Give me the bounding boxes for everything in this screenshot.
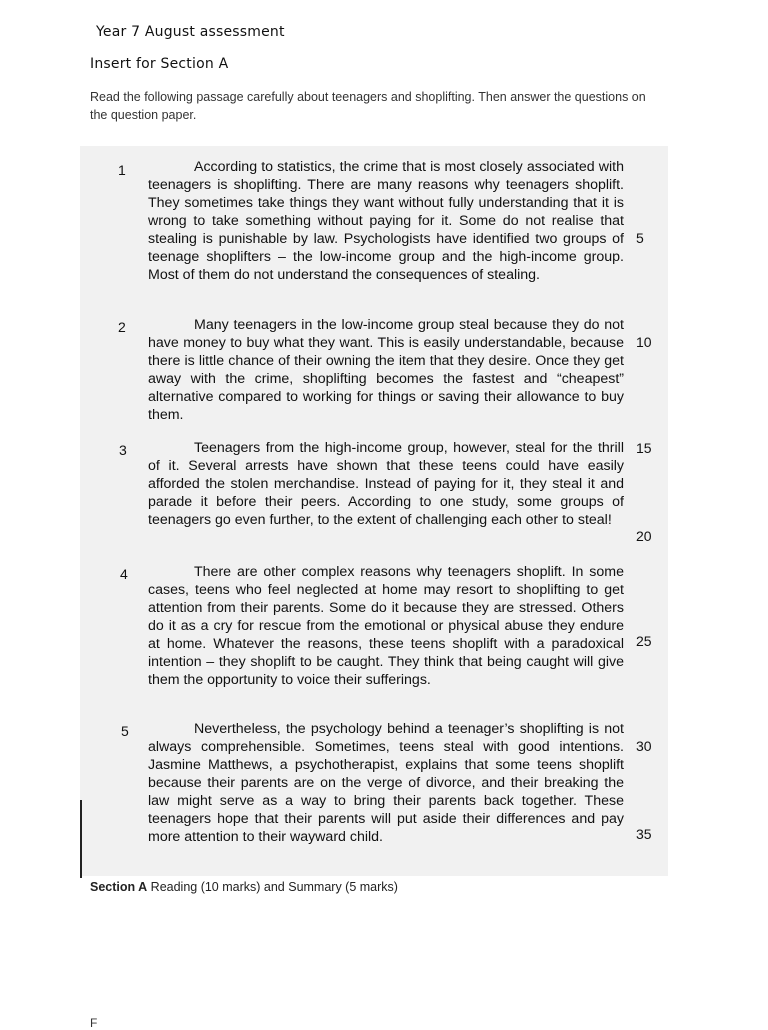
bottom-fragment: F (90, 1016, 98, 1030)
paragraph-number: 3 (119, 442, 127, 458)
paragraph-number: 5 (121, 723, 129, 739)
paragraph-text: Nevertheless, the psychology behind a teenager’s shoplifting is not always comprehensible. Sometimes, teens steal with good intentions. Jasmine Matthews, a psychotherapist, explains that some teens shoplift because their parents are on the verge of divorce, and their breaking the law might serve as a way to bring their parents back together. These teenagers hope that their parents will put aside their differences and pay more attention to their wayward child. (148, 721, 624, 845)
insert-title: Insert for Section A (90, 56, 229, 72)
paragraph-number: 1 (118, 162, 126, 178)
paragraph-number: 2 (118, 319, 126, 335)
line-number: 20 (636, 528, 652, 544)
paragraph-text: Teenagers from the high-income group, however, steal for the thrill of it. Several arrests have shown that these teens could have easily afforded the stolen merchandise. Instead of paying for it, they steal it and parade it before their peers. According to one study, some groups of teenagers go even further, to the extent of challenging each other to steal! (148, 440, 624, 528)
line-number: 15 (636, 440, 652, 456)
line-number: 35 (636, 826, 652, 842)
line-number: 25 (636, 633, 652, 649)
paragraph-text: Many teenagers in the low-income group steal because they do not have money to buy what they want. This is easily understandable, because there is little chance of their owning the item that they desire. Once they get away with the crime, shoplifting becomes the fastest and “cheapest” alternative compared to working for things or saving their allowance to buy them. (148, 317, 624, 423)
paragraph-text: According to statistics, the crime that is most closely associated with teenagers is shoplifting. There are many reasons why teenagers shoplift. They sometimes take things they want without fully understanding that it is wrong to take something without paying for it. Some do not realise that stealing is punishable by law. Psychologists have identified two groups of teenage shoplifters – the low-income group and the high-income group. Most of them do not understand the consequences of stealing. (148, 159, 624, 283)
paragraph-number: 4 (120, 566, 128, 582)
section-details: Reading (10 marks) and Summary (5 marks) (147, 880, 398, 894)
line-number: 5 (636, 230, 644, 246)
paragraph-text: There are other complex reasons why teenagers shoplift. In some cases, teens who feel neglected at home may resort to shoplifting to get attention from their parents. Some do it because they are stressed. Others do it as a cry for rescue from the emotional or physical abuse they endure at home. Whatever the reasons, these teens shoplift with a paradoxical intention – they shoplift to be caught. They think that being caught will give them the opportunity to voice their sufferings. (148, 564, 624, 688)
section-label: Section A (90, 880, 148, 894)
document-title: Year 7 August assessment (96, 24, 285, 40)
section-footer (90, 880, 398, 894)
scan-edge-line (80, 800, 82, 878)
instructions-text: Read the following passage carefully about teenagers and shoplifting. Then answer the questions on the question paper. (90, 90, 646, 122)
line-number: 10 (636, 334, 652, 350)
line-number: 30 (636, 738, 652, 754)
